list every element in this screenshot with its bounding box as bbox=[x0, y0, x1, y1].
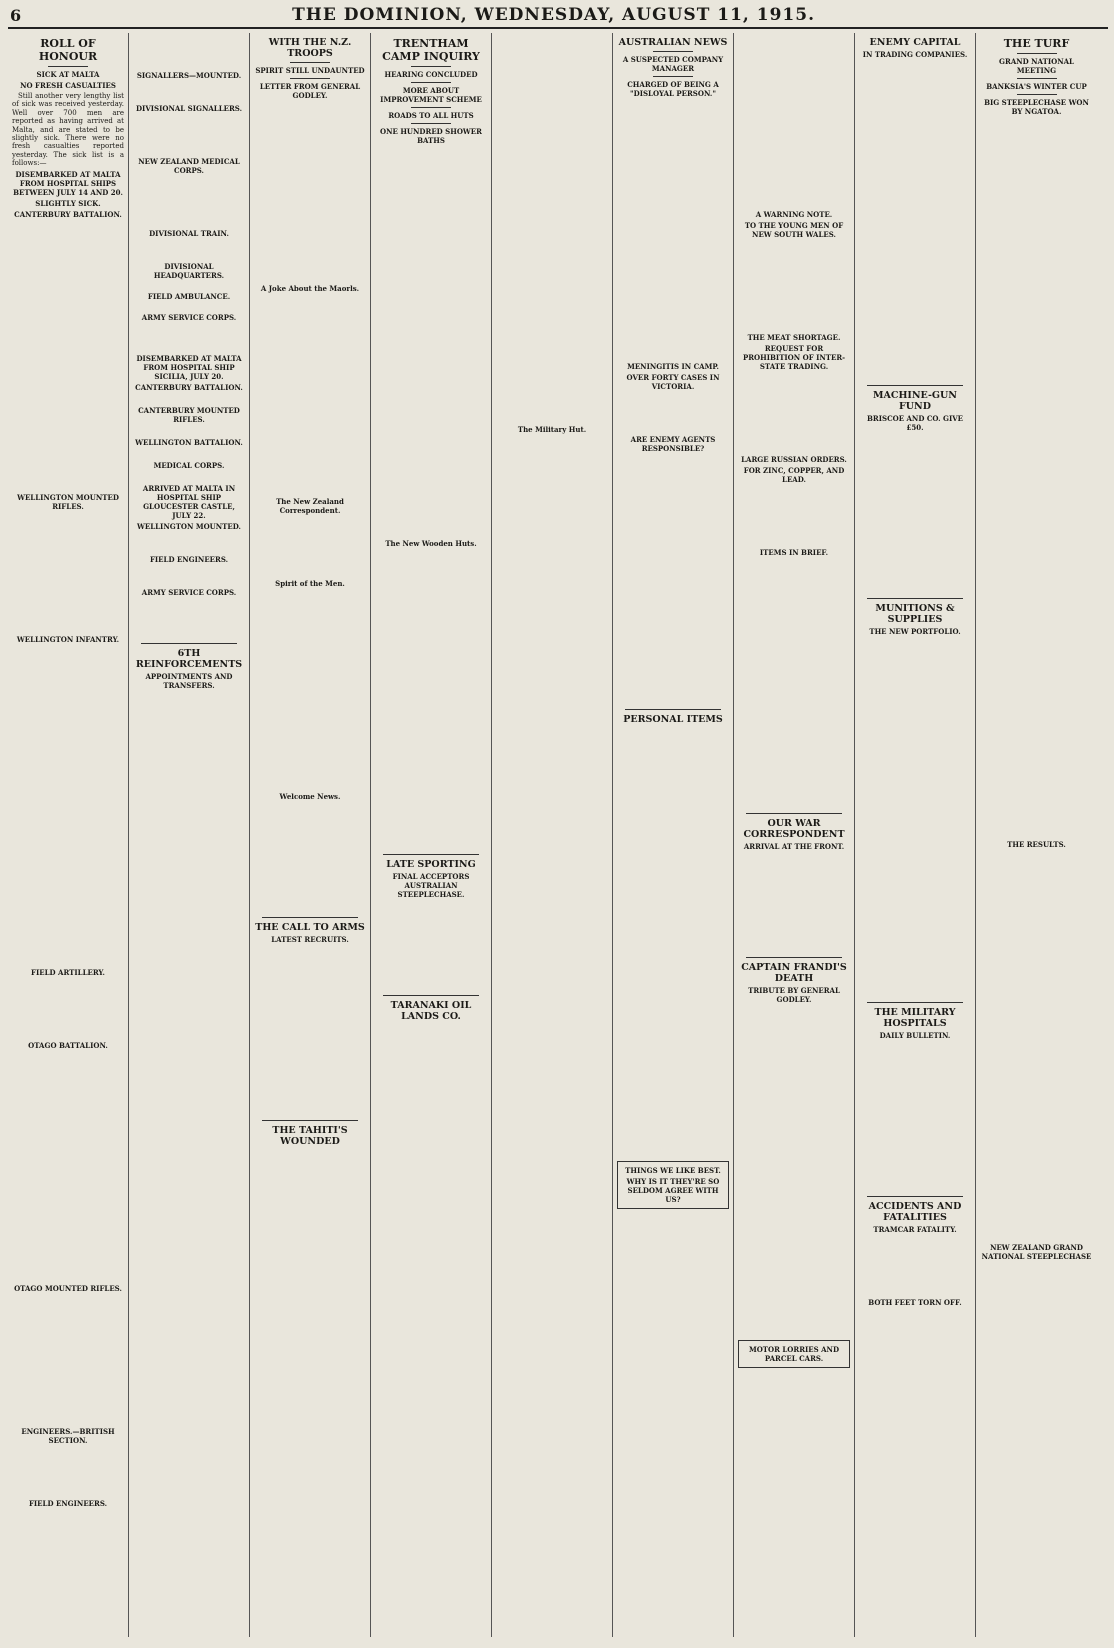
heading-roll-of-honour: ROLL OF HONOUR bbox=[38, 37, 98, 63]
sub-welcome-news: Welcome News. bbox=[279, 792, 341, 801]
sub-arrival-front: ARRIVAL AT THE FRONT. bbox=[743, 842, 845, 851]
sub-final-acceptors: FINAL ACCEPTORS AUSTRALIAN STEEPLECHASE. bbox=[392, 872, 470, 899]
heading-frandi-death: CAPTAIN FRANDI'S DEATH bbox=[741, 962, 847, 984]
section-signallers-mounted: SIGNALLERS—MOUNTED. bbox=[136, 71, 242, 80]
column-6 bbox=[613, 33, 734, 1637]
heading-call-to-arms: THE CALL TO ARMS bbox=[255, 922, 365, 933]
sub-ngatoa: BIG STEEPLECHASE WON BY NGATOA. bbox=[984, 98, 1089, 116]
sub-warning-note: A WARNING NOTE. bbox=[755, 210, 833, 219]
sub-improvement-scheme: MORE ABOUT IMPROVEMENT SCHEME bbox=[380, 86, 482, 104]
sub-meningitis: MENINGITIS IN CAMP. bbox=[627, 362, 719, 371]
sub-military-hut: The Military Hut. bbox=[517, 425, 587, 434]
column-4 bbox=[371, 33, 492, 1637]
sub-joke-maoris: A Joke About the Maorls. bbox=[260, 284, 360, 293]
sub-briscoe: BRISCOE AND CO. GIVE £50. bbox=[867, 414, 963, 432]
column-9 bbox=[976, 33, 1097, 1637]
intro-paragraph: Still another very lengthy list of sick was received yesterday. Well over 700 men are reported as having arrived at Malta, and are stated to be slightly sick. There were no fresh casualties reported yesterday. The sick list is a follows:— bbox=[12, 92, 124, 168]
section-wellington-infantry: WELLINGTON INFANTRY. bbox=[16, 634, 120, 644]
section-wellington-mounted: WELLINGTON MOUNTED RIFLES. bbox=[17, 492, 119, 511]
sub-banksia: BANKSIA'S WINTER CUP bbox=[986, 82, 1087, 91]
heading-with-nz-troops: WITH THE N.Z. TROOPS bbox=[268, 37, 352, 59]
section-field-artillery: FIELD ARTILLERY. bbox=[31, 967, 105, 977]
section-engineers: ENGINEERS.—BRITISH SECTION. bbox=[21, 1426, 115, 1445]
sub-tramcar: TRAMCAR FATALITY. bbox=[873, 1225, 957, 1234]
section-canterbury-battalion: CANTERBURY BATTALION. bbox=[135, 383, 243, 392]
sub-daily-bulletin: DAILY BULLETIN. bbox=[879, 1031, 951, 1040]
sub-letter-godley: LETTER FROM GENERAL GODLEY. bbox=[259, 82, 361, 100]
heading-trentham-inquiry: TRENTHAM CAMP INQUIRY bbox=[382, 37, 480, 63]
section-divisional-train: DIVISIONAL TRAIN. bbox=[149, 229, 229, 238]
heading-the-turf: THE TURF bbox=[1003, 37, 1070, 50]
ad-motor-lorries: MOTOR LORRIES AND PARCEL CARS. bbox=[748, 1345, 840, 1363]
newspaper-title: THE DOMINION, WEDNESDAY, AUGUST 11, 1915. bbox=[292, 5, 815, 25]
heading-tahiti-wounded: THE TAHITI'S WOUNDED bbox=[272, 1125, 348, 1147]
sub-roads-huts: ROADS TO ALL HUTS bbox=[388, 111, 474, 120]
section-wellington-battalion: WELLINGTON BATTALION. bbox=[135, 438, 243, 447]
sub-suspected-manager: A SUSPECTED COMPANY MANAGER bbox=[622, 55, 724, 73]
sub-why-agree: WHY IS IT THEY'RE SO SELDOM AGREE WITH US? bbox=[626, 1177, 720, 1204]
sub-inter-state: REQUEST FOR PROHIBITION OF INTER-STATE TRADING. bbox=[742, 344, 846, 371]
heading-late-sporting: LATE SPORTING bbox=[386, 859, 476, 870]
sub-spirit-undaunted: SPIRIT STILL UNDAUNTED bbox=[255, 66, 365, 75]
section-otago-battalion: OTAGO BATTALION. bbox=[28, 1040, 108, 1050]
sub-young-men: TO THE YOUNG MEN OF NEW SOUTH WALES. bbox=[744, 221, 844, 239]
section-field-ambulance: FIELD AMBULANCE. bbox=[147, 292, 231, 301]
section-otago-mounted: OTAGO MOUNTED RIFLES. bbox=[14, 1283, 122, 1293]
section-gloucester-castle: ARRIVED AT MALTA IN HOSPITAL SHIP GLOUCESTER CASTLE, JULY 22. bbox=[142, 484, 236, 520]
sub-trading-companies: IN TRADING COMPANIES. bbox=[862, 50, 968, 59]
sub-disloyal-person: CHARGED OF BEING A "DISLOYAL PERSON." bbox=[627, 80, 719, 98]
masthead bbox=[8, 3, 1108, 29]
section-army-service-2: ARMY SERVICE CORPS. bbox=[141, 588, 237, 597]
column-5 bbox=[492, 33, 613, 1637]
sub-hearing-concluded: HEARING CONCLUDED bbox=[384, 70, 478, 79]
sub-meat-shortage: THE MEAT SHORTAGE. bbox=[747, 333, 841, 342]
sub-forty-cases: OVER FORTY CASES IN VICTORIA. bbox=[626, 373, 720, 391]
sub-results: THE RESULTS. bbox=[1007, 840, 1066, 849]
sub-new-portfolio: THE NEW PORTFOLIO. bbox=[869, 627, 961, 636]
sub-nz-grand-national: NEW ZEALAND GRAND NATIONAL STEEPLECHASE bbox=[981, 1243, 1092, 1261]
heading-6th-reinforcements: 6TH REINFORCEMENTS bbox=[135, 648, 243, 670]
sub-latest-recruits: LATEST RECRUITS. bbox=[271, 935, 349, 944]
section-canterbury-mounted: CANTERBURY MOUNTED RIFLES. bbox=[138, 406, 240, 424]
sub-enemy-agents: ARE ENEMY AGENTS RESPONSIBLE? bbox=[630, 435, 716, 453]
heading-military-hospitals: THE MILITARY HOSPITALS bbox=[874, 1007, 956, 1029]
section-field-engineers-2: FIELD ENGINEERS. bbox=[149, 555, 229, 564]
sub-both-feet: BOTH FEET TORN OFF. bbox=[868, 1298, 962, 1307]
heading-machine-gun: MACHINE-GUN FUND bbox=[873, 390, 957, 412]
heading-personal-items: PERSONAL ITEMS bbox=[623, 714, 723, 725]
sub-nz-correspondent: The New Zealand Correspondent. bbox=[276, 497, 344, 515]
heading-accidents: ACCIDENTS AND FATALITIES bbox=[868, 1201, 962, 1223]
sub-things-we-like: THINGS WE LIKE BEST. bbox=[625, 1166, 721, 1175]
sub-items-brief: ITEMS IN BRIEF. bbox=[759, 548, 829, 557]
section-slightly-sick: SLIGHTLY SICK. bbox=[35, 198, 101, 208]
page-number: 6 bbox=[10, 5, 22, 25]
section-sicilia: DISEMBARKED AT MALTA FROM HOSPITAL SHIP SICILIA, JULY 20. bbox=[136, 354, 242, 381]
section-medical-corps-2: MEDICAL CORPS. bbox=[153, 461, 225, 470]
heading-war-correspondent: OUR WAR CORRESPONDENT bbox=[743, 818, 845, 840]
section-canterbury: CANTERBURY BATTALION. bbox=[14, 209, 122, 219]
column-7 bbox=[734, 33, 855, 1637]
column-2 bbox=[129, 33, 250, 1637]
sub-appointments: APPOINTMENTS AND TRANSFERS. bbox=[145, 672, 233, 690]
sub-zinc-copper: FOR ZINC, COPPER, AND LEAD. bbox=[743, 466, 845, 484]
section-medical-corps: NEW ZEALAND MEDICAL CORPS. bbox=[138, 157, 240, 175]
sub-wooden-huts: The New Wooden Huts. bbox=[385, 539, 477, 548]
sub-spirit-men: Spirit of the Men. bbox=[275, 579, 345, 588]
heading-enemy-capital: ENEMY CAPITAL bbox=[869, 37, 961, 48]
column-8 bbox=[855, 33, 976, 1637]
section-army-service: ARMY SERVICE CORPS. bbox=[141, 313, 237, 322]
sub-sick-at-malta: SICK AT MALTA bbox=[36, 70, 100, 79]
sub-shower-baths: ONE HUNDRED SHOWER BATHS bbox=[380, 127, 482, 145]
column-1 bbox=[8, 33, 129, 1637]
section-divisional-hq: DIVISIONAL HEADQUARTERS. bbox=[153, 262, 225, 280]
heading-taranaki-oil: TARANAKI OIL LANDS CO. bbox=[390, 1000, 472, 1022]
sub-russian-orders: LARGE RUSSIAN ORDERS. bbox=[741, 455, 847, 464]
columns bbox=[8, 33, 1108, 1637]
sub-grand-national: GRAND NATIONAL MEETING bbox=[999, 57, 1074, 75]
section-disembarked: DISEMBARKED AT MALTA FROM HOSPITAL SHIPS BETWEEN JULY 14 AND 20. bbox=[13, 169, 123, 197]
section-divisional-signallers: DIVISIONAL SIGNALLERS. bbox=[135, 104, 243, 113]
column-3 bbox=[250, 33, 371, 1637]
heading-australian-news: AUSTRALIAN NEWS bbox=[618, 37, 728, 48]
heading-munitions: MUNITIONS & SUPPLIES bbox=[875, 603, 955, 625]
newspaper-page bbox=[8, 3, 1108, 1641]
section-wellington-mounted-2: WELLINGTON MOUNTED. bbox=[137, 522, 241, 531]
sub-tribute-godley: TRIBUTE BY GENERAL GODLEY. bbox=[748, 986, 840, 1004]
section-field-engineers: FIELD ENGINEERS. bbox=[28, 1498, 108, 1508]
sub-no-fresh-casualties: NO FRESH CASUALTIES bbox=[20, 81, 116, 90]
